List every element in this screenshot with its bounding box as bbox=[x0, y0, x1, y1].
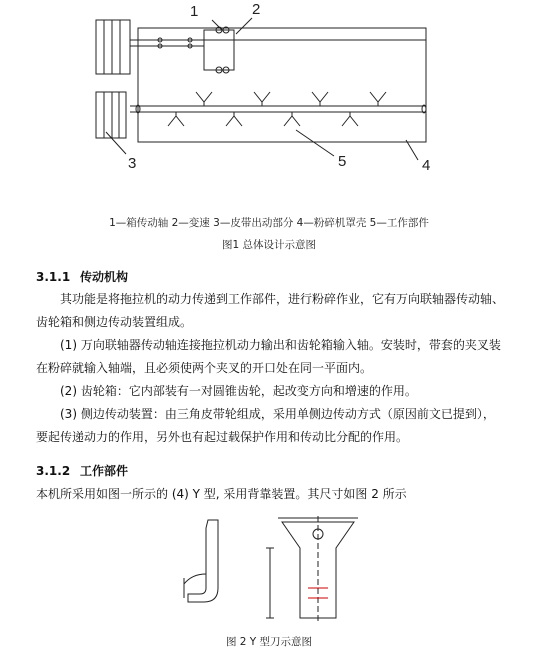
figure1-label-4: 4 bbox=[422, 157, 431, 174]
section-311-heading bbox=[36, 268, 128, 285]
section-312-text: 本机所采用如图一所示的 (4) Y 型, 采用背靠装置。其尺寸如图 2 所示 bbox=[36, 487, 407, 501]
figure1-label-1: 1 bbox=[190, 3, 199, 20]
section-311-item3: (3) 侧边传动装置：由三角皮带轮组成，采用单侧边传动方式（原因前文已提到），要起传递动力的作用，另外也有起过载保护作用和传动比分配的作用。 bbox=[36, 407, 495, 444]
section-311-item1: (1) 万向联轴器传动轴连接拖拉机动力输出和齿轮箱输入轴。安装时，带套的夹叉装在粉碎就输入轴端，且必须使两个夹叉的开口处在同一平面内。 bbox=[36, 338, 501, 375]
figure2-caption: 图 2 Y 型刀示意图 bbox=[225, 636, 313, 648]
blade-side-view bbox=[184, 520, 218, 602]
belt-pulley-upper bbox=[96, 20, 130, 74]
figure1-diagram bbox=[86, 0, 446, 182]
gearbox bbox=[204, 30, 234, 70]
section-312-title: 工作部件 bbox=[80, 464, 129, 478]
blade-front-view bbox=[266, 516, 358, 624]
figure1-legend: 1—箱传动轴 2—变速 3—皮带出动部分 4—粉碎机罩壳 5—工作部件 bbox=[109, 217, 429, 229]
section-312-heading bbox=[36, 462, 128, 479]
section-311-number: 3.1.1 bbox=[36, 270, 71, 284]
section-311-title: 传动机构 bbox=[80, 270, 129, 284]
section-311-item2: (2) 齿轮箱：它内部装有一对圆锥齿轮，起改变方向和增速的作用。 bbox=[60, 384, 417, 398]
figure1-caption: 图1 总体设计示意图 bbox=[221, 239, 317, 251]
y-blade-set bbox=[168, 92, 386, 126]
figure1-label-5: 5 bbox=[338, 153, 347, 170]
figure1-label-3: 3 bbox=[128, 155, 137, 172]
figure2-diagram bbox=[170, 508, 380, 630]
section-311-intro: 其功能是将拖拉机的动力传递到工作部件，进行粉碎作业，它有万向联轴器传动轴、齿轮箱和侧边传动装置组成。 bbox=[36, 292, 505, 329]
crusher-housing bbox=[138, 28, 426, 142]
belt-pulley-lower bbox=[96, 92, 126, 138]
section-312-number: 3.1.2 bbox=[36, 464, 71, 478]
figure1-label-2: 2 bbox=[252, 1, 261, 18]
